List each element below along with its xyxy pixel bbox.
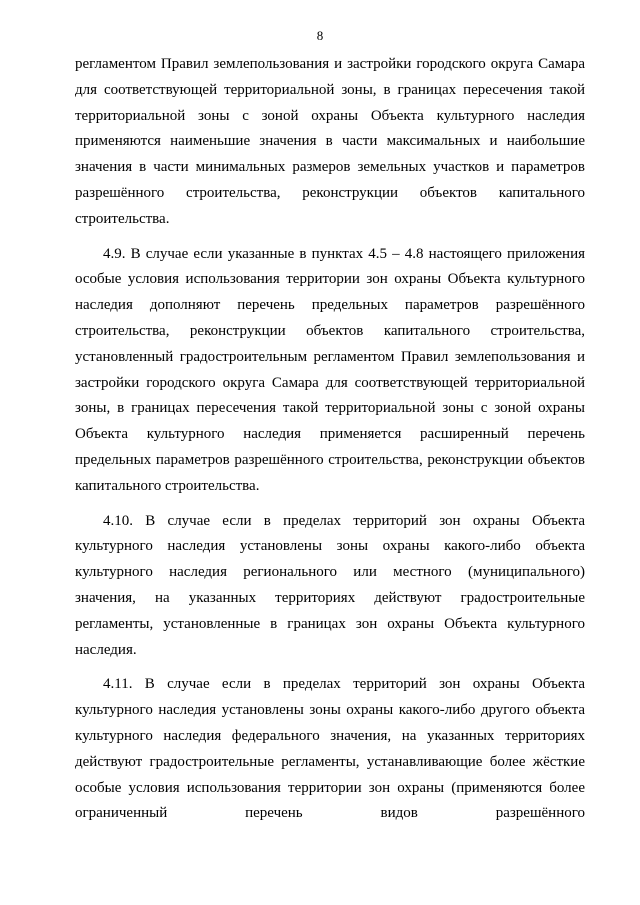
paragraph-4-10: 4.10. В случае если в пределах территорий зон охраны Объекта культурного наследия установлены зоны охраны какого-либо объекта культурного наследия регионального или местного (муниципального) значения, на указанных территориях действуют градостроительные регламенты, установленные в границах зон охраны Объекта культурного наследия. — [75, 512, 585, 658]
paragraph-continuation: регламентом Правил землепользования и застройки городского округа Самара для соответствующей территориальной зоны, в границах пересечения такой территориальной зоны с зоной охраны Объекта культурного наследия применяются наименьшие значения в части максимальных и наибольшие значения в части минимальных размеров земельных участков и параметров разрешённого строительства, реконструкции объектов капитального строительства. — [75, 56, 585, 227]
document-body — [75, 52, 585, 836]
paragraph-4-11: 4.11. В случае если в пределах территорий зон охраны Объекта культурного наследия установлены зоны охраны какого-либо другого объекта культурного наследия федерального значения, на указанных территориях действуют градостроительные регламенты, устанавливающие более жёсткие особые условия использования территории зон охраны (применяются более ограниченный перечень видов разрешённого — [75, 676, 585, 822]
paragraph-4-9: 4.9. В случае если указанные в пунктах 4.5 – 4.8 настоящего приложения особые условия использования территории зон охраны Объекта культурного наследия дополняют перечень предельных параметров разрешённого строительства, реконструкции объектов капитального строительства, установленный градостроительным регламентом Правил землепользования и застройки городского округа Самара для соответствующей территориальной зоны, в границах пересечения такой территориальной зоны с зоной охраны Объекта культурного наследия применяется расширенный перечень предельных параметров разрешённого строительства, реконструкции объектов капитального строительства. — [75, 245, 585, 494]
page-number: 8 — [316, 28, 324, 43]
